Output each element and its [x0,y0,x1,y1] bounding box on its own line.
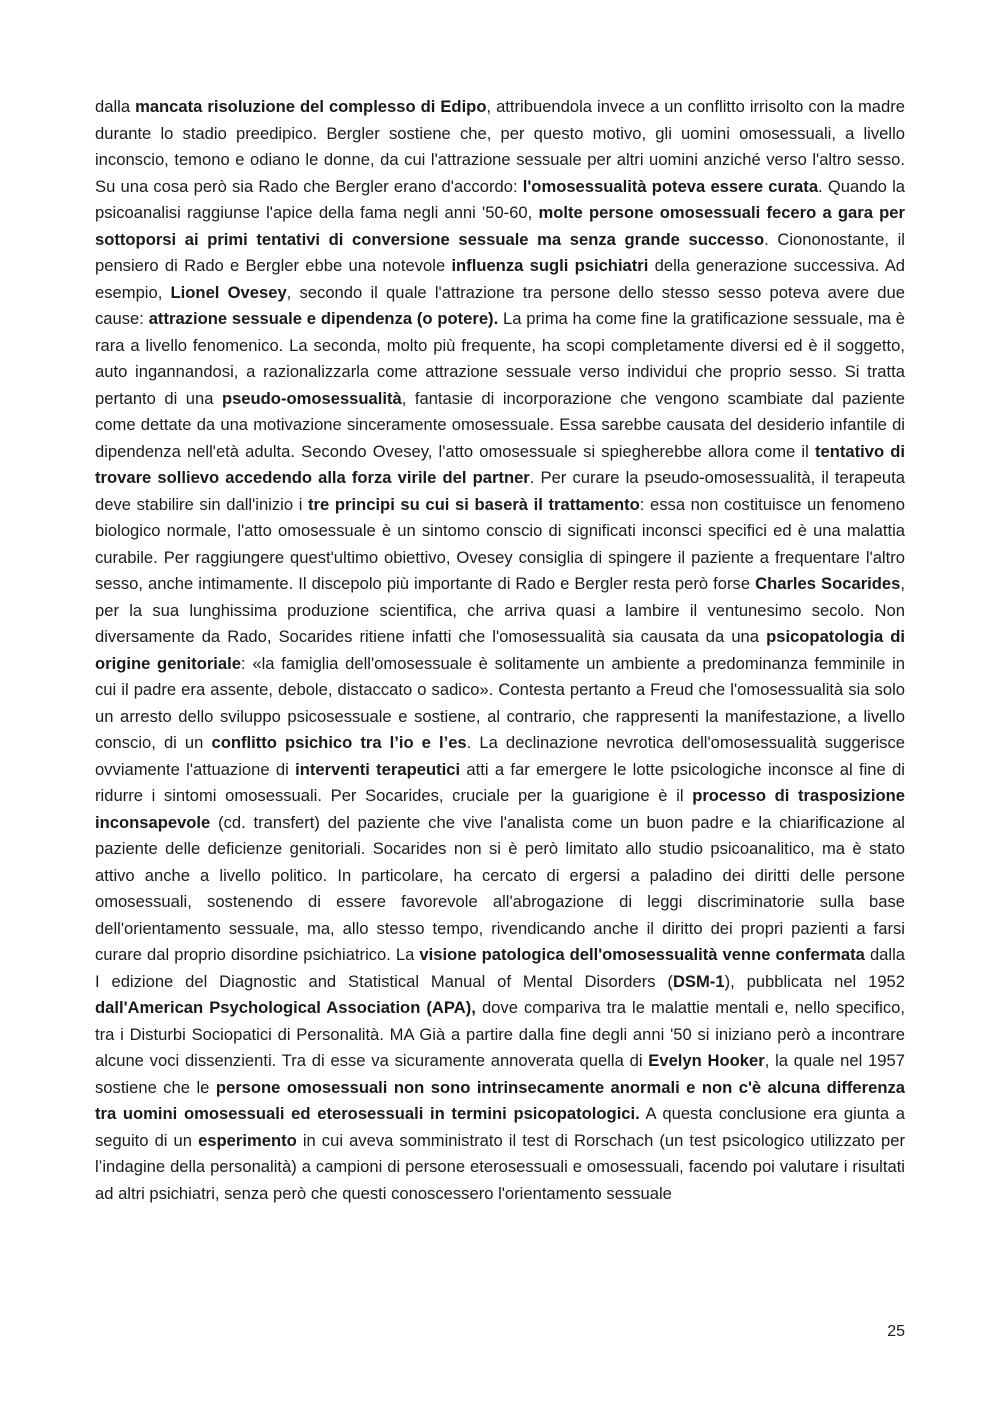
bold-text-run: mancata risoluzione del complesso di Edipo [135,97,487,116]
bold-text-run: Charles Socarides [755,574,901,593]
text-run: dalla I edizione del Diagnostic and Statistical Manual of Mental Disorders ( [95,945,906,991]
bold-text-run: processo di trasposizione inconsapevole [95,786,905,832]
text-run: . Quando la psicoanalisi raggiunse l'apice della fama negli anni '50-60, [95,176,905,222]
text-run: . Per curare la pseudo-omosessualità, il terapeuta deve stabilire sin dall'inizio i [95,468,905,514]
page-number: 25 [887,1323,905,1340]
bold-text-run: psicopatologia di origine genitoriale [95,627,906,673]
text-run: La prima ha come fine la gratificazione sessuale, ma è rara a livello fenomenico. La seconda, molto più frequente, ha scopi completamente diversi ed è il soggetto, auto ingannandosi, a razionalizzarla come attrazione sessuale verso individui che proprio sesso. Si tratta pertanto di una [95,309,905,408]
bold-text-run: conflitto psichico tra l’io e l’es [211,733,467,752]
bold-text-run: influenza sugli psichiatri [451,256,649,275]
text-run: . La declinazione nevrotica dell'omosessualità suggerisce ovviamente l'attuazione di [95,733,905,779]
bold-text-run: Evelyn Hooker [648,1051,765,1070]
bold-text-run: tre principi su cui si baserà il trattamento [308,494,640,514]
text-run: A questa conclusione era giunta a seguito di un [95,1104,906,1150]
bold-text-run: l'omosessualità poteva essere curata [522,176,819,196]
text-run: , attribuendola invece a un conflitto irrisolto con la madre durante lo stadio preedipico. Bergler sostiene che, per questo motivo, gli uomini omosessuali, a livello inconscio, temono e odiano le donne, da cui l'attrazione sessuale per altri uomini anziché verso l'altro sesso. Su una cosa però sia Rado che Bergler erano d'accordo: [95,97,906,196]
bold-text-run: persone omosessuali non sono intrinsecamente anormali e non c'è alcuna differenza tra uomini omosessuali ed eterosessuali in termini psicopatologici. [95,1077,905,1123]
bold-text-run: visione patologica dell'omosessualità venne confermata [419,945,865,964]
bold-text-run: interventi terapeutici [295,759,461,779]
bold-text-run: Lionel Ovesey [170,282,287,302]
text-run: : «la famiglia dell'omosessuale è solitamente un ambiente a predominanza femminile in cui il padre era assente, debole, distaccato o sadico». Contesta pertanto a Freud che l'omosessualità sia solo un arresto dello sviluppo psicosessuale e sostiene, al contrario, che rappresenti la manifestazione, a livello conscio, di un [95,653,906,752]
text-run: atti a far emergere le lotte psicologiche inconsce al fine di ridurre i sintomi omosessuali. Per Socarides, cruciale per la guarigione è il [95,759,905,805]
text-run: della generazione successiva. Ad esempio, [95,256,906,302]
bold-text-run: dall'American Psychological Association (APA), [95,998,476,1017]
bold-text-run: tentativo di trovare sollievo accedendo alla forza virile del partner [95,441,905,487]
text-run: in cui aveva somministrato il test di Rorschach (un test psicologico utilizzato per l’indagine della personalità) a campioni di persone eterosessuali e omosessuali, facendo poi valutare i risultati ad altri psichiatri, senza però che questi conoscessero l'orientamento sessuale [95,1130,905,1203]
text-run: ), pubblicata nel 1952 [724,971,906,991]
text-run: , per la sua lunghissima produzione scientifica, che arriva quasi a lambire il ventunesimo secolo. Non diversamente da Rado, Socarides ritiene infatti che l'omosessualità sia causata da una [95,574,905,646]
bold-text-run: molte persone omosessuali fecero a gara per sottoporsi ai primi tentativi di conversione sessuale ma senza grande successo [95,203,905,249]
text-run: (cd. transfert) del paziente che vive l'analista come un buon padre e la chiarificazione al paziente delle deficienze genitoriali. Socarides non si è però limitato allo studio psicoanalitico, ma è stato attivo anche a livello politico. In particolare, ha cercato di ergersi a paladino dei diritti delle persone omosessuali, sostenendo di essere favorevole all'abrogazione di leggi discriminatorie sulla base dell'orientamento sessuale, ma, allo stesso tempo, rivendicando anche il diritto dei propri pazienti a farsi curare dal proprio disordine psichiatrico. La [95,812,905,964]
bold-text-run: pseudo-omosessualità [221,388,402,408]
text-run: : essa non costituisce un fenomeno biologico normale, l'atto omosessuale è un sintomo conscio di significati inconsci specifici ed è una malattia curabile. Per raggiungere quest'ultimo obiettivo, Ovesey consiglia di spingere il paziente a frequentare l'altro sesso, anche intimamente. Il discepolo più importante di Rado e Bergler resta però forse [95,494,905,593]
text-run: . Ciononostante, il pensiero di Rado e Bergler ebbe una notevole [95,229,905,275]
bold-text-run: attrazione sessuale e dipendenza (o potere). [148,309,499,328]
text-run: , secondo il quale l'attrazione tra persone dello stesso sesso poteva avere due cause: [95,282,905,328]
bold-text-run: esperimento [198,1130,297,1150]
body-paragraph [95,94,905,1207]
bold-text-run: DSM-1 [672,971,725,991]
text-run: , fantasie di incorporazione che vengono scambiate dal paziente come dettate da una motivazione sinceramente omosessuale. Essa sarebbe causata del desiderio infantile di dipendenza nell'età adulta. Secondo Ovesey, l'atto omosessuale si spiegherebbe allora come il [95,388,905,461]
text-run: dalla [95,97,136,116]
text-run: dove compariva tra le malattie mentali e, nello specifico, tra i Disturbi Sociopatici di Personalità. MA Già a partire dalla fine degli anni '50 si iniziano però a incontrare alcune voci dissenzienti. Tra di esse va sicuramente annoverata quella di [95,998,905,1070]
text-run: , la quale nel 1957 sostiene che le [95,1051,905,1097]
